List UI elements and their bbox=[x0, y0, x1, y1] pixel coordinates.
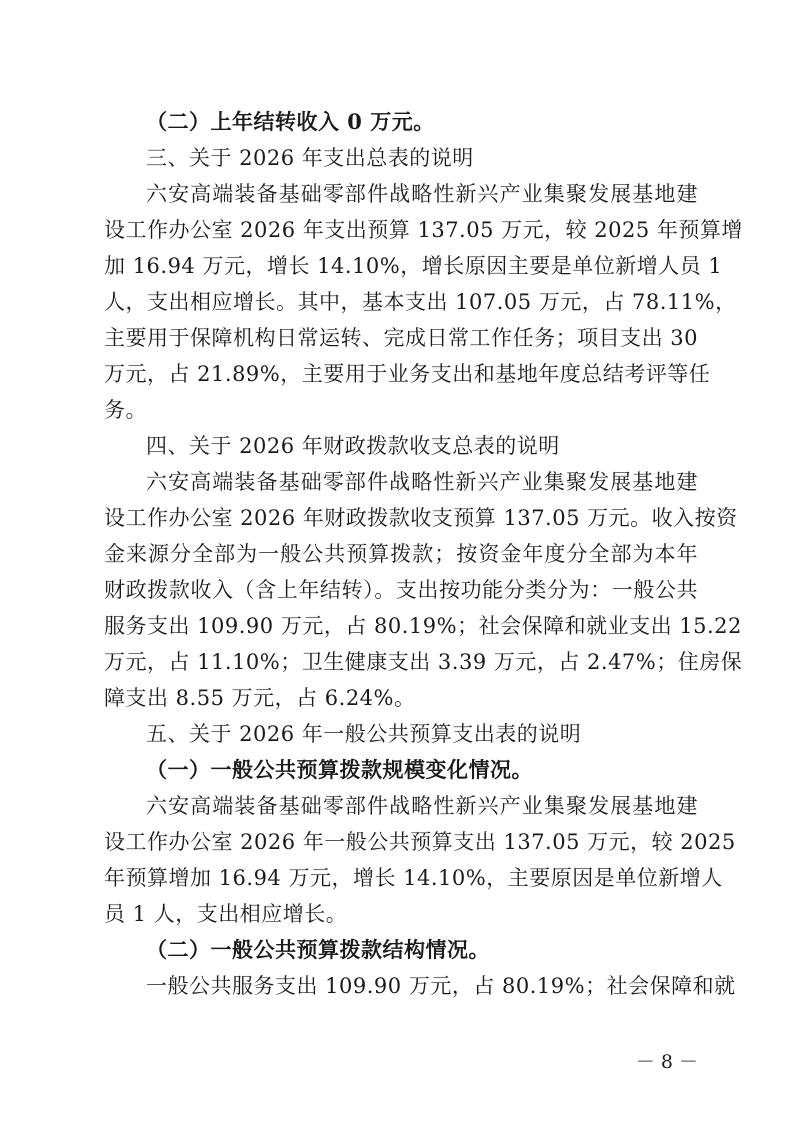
paragraph-line: 六安高端装备基础零部件战略性新兴产业集聚发展基地建 bbox=[146, 470, 698, 494]
paragraph-line: 金来源分全部为一般公共预算拨款；按资金年度分全部为本年 bbox=[104, 542, 698, 566]
subheading-budget-structure: （二）一般公共预算拨款结构情况。 bbox=[146, 937, 490, 962]
paragraph-line: 服务支出 109.90 万元，占 80.19%；社会保障和就业支出 15.22 bbox=[104, 614, 742, 638]
paragraph-line: 务。 bbox=[104, 398, 147, 422]
section-heading-general-public-budget: 五、关于 2026 年一般公共预算支出表的说明 bbox=[146, 722, 582, 746]
subheading-prior-year-carryover: （二）上年结转收入 0 万元。 bbox=[146, 109, 435, 134]
section-heading-expenditure-summary: 三、关于 2026 年支出总表的说明 bbox=[146, 146, 474, 170]
paragraph-line: 障支出 8.55 万元，占 6.24%。 bbox=[104, 686, 416, 710]
paragraph-line: 设工作办公室 2026 年财政拨款收支预算 137.05 万元。收入按资 bbox=[104, 506, 738, 530]
paragraph-line: 加 16.94 万元，增长 14.10%，增长原因主要是单位新增人员 1 bbox=[104, 254, 723, 278]
page-number: － 8 － bbox=[635, 1051, 698, 1073]
paragraph-line: 万元，占 11.10%；卫生健康支出 3.39 万元，占 2.47%；住房保 bbox=[104, 650, 743, 674]
paragraph-line: 主要用于保障机构日常运转、完成日常工作任务；项目支出 30 bbox=[104, 326, 698, 350]
paragraph-line: 设工作办公室 2026 年支出预算 137.05 万元，较 2025 年预算增 bbox=[104, 218, 743, 242]
paragraph-line: 万元，占 21.89%，主要用于业务支出和基地年度总结考评等任 bbox=[104, 362, 711, 386]
section-heading-fiscal-appropriation-summary: 四、关于 2026 年财政拨款收支总表的说明 bbox=[146, 434, 560, 458]
paragraph-line: 人，支出相应增长。其中，基本支出 107.05 万元，占 78.11%， bbox=[104, 290, 737, 314]
paragraph-line: 年预算增加 16.94 万元，增长 14.10%，主要原因是单位新增人 bbox=[104, 866, 723, 890]
paragraph-line: 员 1 人，支出相应增长。 bbox=[104, 902, 348, 926]
paragraph-line: 财政拨款收入（含上年结转）。支出按功能分类分为：一般公共 bbox=[104, 578, 698, 602]
paragraph-line: 六安高端装备基础零部件战略性新兴产业集聚发展基地建 bbox=[146, 794, 698, 818]
paragraph-line: 设工作办公室 2026 年一般公共预算支出 137.05 万元，较 2025 bbox=[104, 830, 736, 854]
paragraph-line: 一般公共服务支出 109.90 万元，占 80.19%；社会保障和就 bbox=[146, 974, 736, 998]
subheading-budget-scale-change: （一）一般公共预算拨款规模变化情况。 bbox=[146, 757, 533, 782]
paragraph-line: 六安高端装备基础零部件战略性新兴产业集聚发展基地建 bbox=[146, 182, 698, 206]
